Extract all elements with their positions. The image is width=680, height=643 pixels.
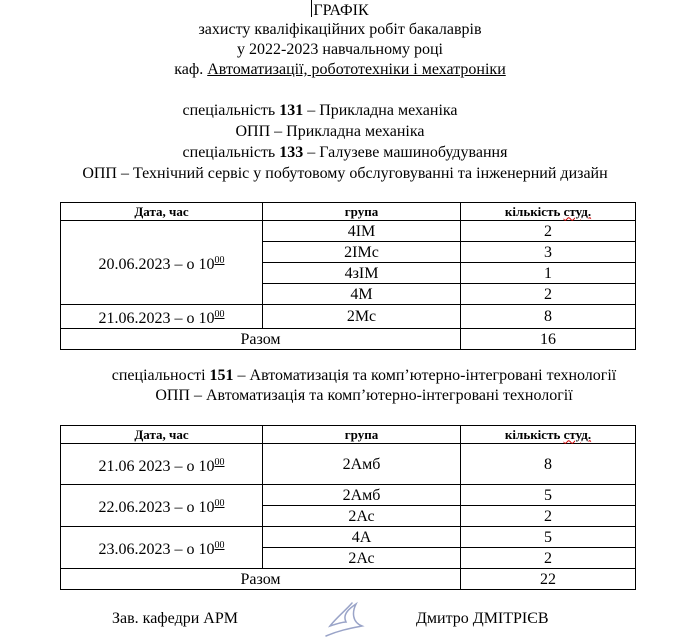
count-cell: 2	[461, 548, 636, 569]
table-header-row	[61, 426, 636, 444]
count-cell: 8	[461, 444, 636, 485]
schedule-table-2	[60, 425, 636, 590]
document-title	[0, 0, 680, 21]
total-value: 22	[461, 569, 636, 590]
header-group: група	[263, 203, 461, 221]
group-cell: 2Амб	[263, 485, 461, 506]
header-count-text: кількість	[504, 426, 564, 442]
time-minutes: 00	[214, 540, 225, 551]
date-text: 23.06.2023 – о 10	[98, 541, 215, 558]
total-value: 16	[461, 329, 636, 350]
time-minutes: 00	[214, 255, 225, 266]
date-cell	[61, 485, 263, 527]
header-count	[461, 426, 636, 444]
specialty-name: – Прикладна механіка	[303, 102, 458, 119]
count-cell: 8	[461, 305, 636, 329]
opp-line-2: ОПП – Технічний сервіс у побутовому обслуговуванні та інженерний дизайн	[82, 165, 608, 182]
department-line	[0, 60, 680, 80]
date-cell	[61, 444, 263, 485]
specialty-name: – Галузеве машинобудування	[303, 144, 508, 161]
specialty-name: – Автоматизація та комп’ютерно-інтегровані технології	[233, 367, 617, 384]
count-cell: 5	[461, 485, 636, 506]
signatory-name: Дмитро ДМІТРІЄВ	[416, 610, 549, 627]
group-cell: 4М	[263, 284, 461, 305]
date-cell	[61, 305, 263, 329]
table-row	[61, 221, 636, 242]
opp-line-1: ОПП – Прикладна механіка	[235, 123, 425, 140]
specialty-prefix: спеціальності	[111, 367, 210, 384]
handwritten-signature-icon	[322, 600, 372, 640]
specialty-code: 133	[279, 144, 304, 161]
table-row	[61, 305, 636, 329]
table-row	[61, 444, 636, 485]
date-text: 21.06 2023 – о 10	[98, 457, 215, 475]
count-cell: 3	[461, 242, 636, 263]
header-count	[461, 203, 636, 221]
department-name: Автоматизації, робототехніки і мехатроніки	[207, 61, 506, 78]
time-minutes: 00	[214, 309, 225, 320]
count-cell: 2	[461, 506, 636, 527]
total-label: Разом	[61, 569, 461, 590]
subtitle-line-2: у 2022-2023 навчальному році	[237, 41, 443, 58]
table-row	[61, 527, 636, 548]
date-text: 22.06.2023 – о 10	[98, 499, 215, 516]
date-text: 20.06.2023 – о 10	[98, 256, 215, 273]
group-cell: 2Мс	[263, 305, 461, 329]
specialty-prefix: спеціальність	[182, 102, 280, 119]
title-text: ГРАФІК	[313, 2, 369, 19]
date-cell	[61, 527, 263, 569]
signatory-position: Зав. кафедри АРМ	[112, 610, 238, 627]
specialty-code: 131	[279, 102, 304, 119]
specialty-prefix: спеціальність	[182, 144, 280, 161]
subtitle-line-1: захисту кваліфікаційних робіт бакалаврів	[198, 21, 482, 38]
group-cell: 4зІМ	[263, 263, 461, 284]
group-cell: 4А	[263, 527, 461, 548]
group-cell: 2Ас	[263, 548, 461, 569]
header-count-abbr: студ.	[563, 203, 592, 219]
date-cell	[61, 221, 263, 305]
group-cell: 2Амб	[263, 444, 461, 485]
header-count-text: кількість	[504, 203, 564, 219]
schedule-table-1	[60, 202, 636, 350]
table-header-row	[61, 203, 636, 221]
specialty-131-line	[0, 101, 660, 121]
group-cell: 4ІМ	[263, 221, 461, 242]
header-date: Дата, час	[61, 426, 263, 444]
header-date: Дата, час	[61, 203, 263, 221]
group-cell: 2Ас	[263, 506, 461, 527]
total-row	[61, 569, 636, 590]
total-row	[61, 329, 636, 350]
count-cell: 5	[461, 527, 636, 548]
header-count-abbr: студ.	[563, 426, 592, 442]
opp-line-3: ОПП – Автоматизація та комп’ютерно-інтегровані технології	[155, 387, 573, 404]
specialty-133-line	[5, 143, 680, 163]
specialty-151-line	[24, 366, 680, 386]
department-prefix: каф.	[174, 61, 204, 78]
date-text: 21.06.2023 – о 10	[98, 310, 215, 327]
time-minutes: 00	[214, 498, 225, 509]
time-minutes: 00	[214, 456, 225, 468]
count-cell: 2	[461, 284, 636, 305]
table-row	[61, 485, 636, 506]
group-cell: 2ІМс	[263, 242, 461, 263]
count-cell: 2	[461, 221, 636, 242]
total-label: Разом	[61, 329, 461, 350]
count-cell: 1	[461, 263, 636, 284]
header-group: група	[263, 426, 461, 444]
specialty-code: 151	[209, 367, 234, 384]
